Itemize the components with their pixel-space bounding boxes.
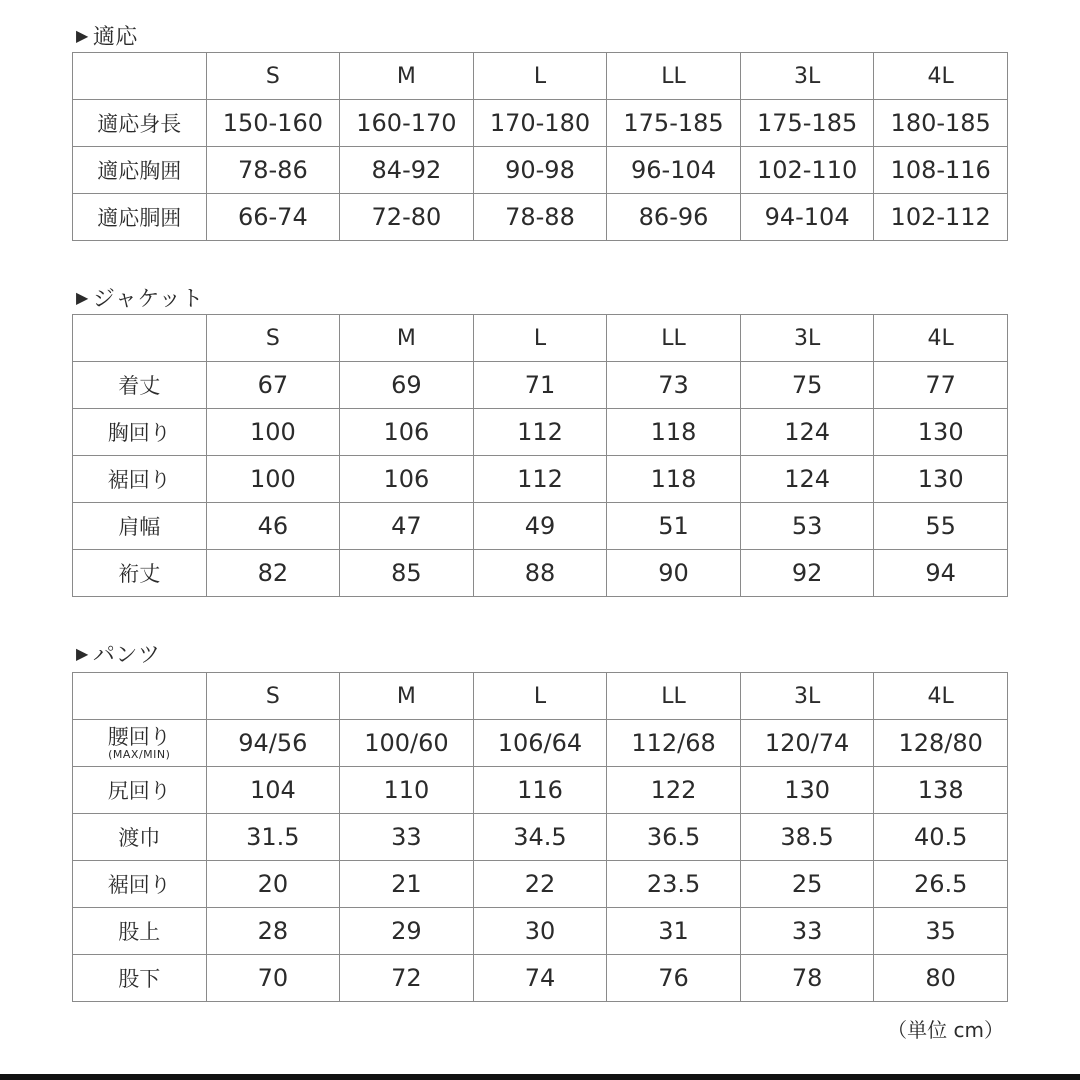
- section-title-pants: [76, 638, 160, 669]
- table-cell: 73: [607, 362, 741, 409]
- table-cell: 100/60: [340, 720, 474, 767]
- table-cell: 100: [206, 409, 340, 456]
- size-header: LL: [607, 53, 741, 100]
- table-cell: 102-112: [874, 194, 1008, 241]
- table-cell: 69: [340, 362, 474, 409]
- corner-cell: [73, 315, 207, 362]
- table-cell: 78-88: [473, 194, 607, 241]
- table-cell: 25: [740, 861, 874, 908]
- triangle-bullet-icon: ▶: [76, 288, 89, 307]
- row-label: 裄丈: [73, 550, 207, 597]
- table-cell: 74: [473, 955, 607, 1002]
- table-cell: 78-86: [206, 147, 340, 194]
- triangle-bullet-icon: ▶: [76, 644, 89, 663]
- table-row: [73, 362, 1008, 409]
- table-cell: 51: [607, 503, 741, 550]
- table-cell: 122: [607, 767, 741, 814]
- table-cell: 23.5: [607, 861, 741, 908]
- table-cell: 26.5: [874, 861, 1008, 908]
- table-cell: 112: [473, 409, 607, 456]
- jacket-size-table: [72, 314, 1008, 597]
- table-cell: 72: [340, 955, 474, 1002]
- row-label-text: 腰回り: [107, 725, 171, 749]
- table-cell: 180-185: [874, 100, 1008, 147]
- table-cell: 128/80: [874, 720, 1008, 767]
- row-label: 適応胸囲: [73, 147, 207, 194]
- table-cell: 77: [874, 362, 1008, 409]
- table-cell: 118: [607, 409, 741, 456]
- table-row: [73, 861, 1008, 908]
- table-cell: 175-185: [740, 100, 874, 147]
- table-cell: 90: [607, 550, 741, 597]
- table-cell: 130: [874, 409, 1008, 456]
- table-cell: 47: [340, 503, 474, 550]
- table-cell: 34.5: [473, 814, 607, 861]
- size-header: LL: [607, 673, 741, 720]
- table-cell: 36.5: [607, 814, 741, 861]
- table-cell: 175-185: [607, 100, 741, 147]
- size-header: M: [340, 53, 474, 100]
- table-cell: 94: [874, 550, 1008, 597]
- corner-cell: [73, 673, 207, 720]
- table-cell: 75: [740, 362, 874, 409]
- row-sublabel: (MAX/MIN): [108, 748, 171, 761]
- table-cell: 29: [340, 908, 474, 955]
- table-cell: 94-104: [740, 194, 874, 241]
- fit-size-table: [72, 52, 1008, 241]
- corner-cell: [73, 53, 207, 100]
- table-cell: 30: [473, 908, 607, 955]
- table-row: [73, 955, 1008, 1002]
- table-cell: 84-92: [340, 147, 474, 194]
- section-title-text: 適応: [92, 25, 138, 50]
- table-cell: 31.5: [206, 814, 340, 861]
- table-cell: 124: [740, 456, 874, 503]
- unit-note: （単位 cm）: [887, 1018, 1004, 1042]
- table-row: [73, 767, 1008, 814]
- table-cell: 20: [206, 861, 340, 908]
- size-header: 4L: [874, 673, 1008, 720]
- row-label: 尻回り: [73, 767, 207, 814]
- table-cell: 53: [740, 503, 874, 550]
- table-cell: 130: [874, 456, 1008, 503]
- size-header: S: [206, 673, 340, 720]
- table-cell: 71: [473, 362, 607, 409]
- table-cell: 118: [607, 456, 741, 503]
- row-label: 股下: [73, 955, 207, 1002]
- size-header: 4L: [874, 315, 1008, 362]
- table-row: [73, 720, 1008, 767]
- section-title-text: ジャケット: [92, 287, 204, 312]
- table-row: [73, 409, 1008, 456]
- table-cell: 76: [607, 955, 741, 1002]
- table-cell: 120/74: [740, 720, 874, 767]
- table-cell: 49: [473, 503, 607, 550]
- size-header: L: [473, 673, 607, 720]
- section-title-text: パンツ: [92, 643, 161, 668]
- table-cell: 130: [740, 767, 874, 814]
- table-cell: 28: [206, 908, 340, 955]
- table-cell: 70: [206, 955, 340, 1002]
- table-cell: 82: [206, 550, 340, 597]
- table-cell: 72-80: [340, 194, 474, 241]
- table-header-row: [73, 315, 1008, 362]
- table-row: [73, 550, 1008, 597]
- row-label: 裾回り: [73, 861, 207, 908]
- size-header: LL: [607, 315, 741, 362]
- table-cell: 108-116: [874, 147, 1008, 194]
- section-title-jacket: [76, 282, 204, 313]
- table-cell: 138: [874, 767, 1008, 814]
- table-cell: 100: [206, 456, 340, 503]
- size-header: M: [340, 315, 474, 362]
- table-cell: 55: [874, 503, 1008, 550]
- row-label: 渡巾: [73, 814, 207, 861]
- table-cell: 22: [473, 861, 607, 908]
- table-cell: 38.5: [740, 814, 874, 861]
- row-label: 肩幅: [73, 503, 207, 550]
- table-cell: 33: [740, 908, 874, 955]
- table-cell: 106/64: [473, 720, 607, 767]
- row-label: 股上: [73, 908, 207, 955]
- table-cell: 40.5: [874, 814, 1008, 861]
- table-cell: 33: [340, 814, 474, 861]
- size-header: 4L: [874, 53, 1008, 100]
- row-label: 適応胴囲: [73, 194, 207, 241]
- table-cell: 88: [473, 550, 607, 597]
- table-cell: 35: [874, 908, 1008, 955]
- table-cell: 85: [340, 550, 474, 597]
- table-cell: 124: [740, 409, 874, 456]
- table-cell: 92: [740, 550, 874, 597]
- table-header-row: [73, 673, 1008, 720]
- pants-size-table: [72, 672, 1008, 1002]
- size-header: S: [206, 53, 340, 100]
- table-row: [73, 194, 1008, 241]
- table-cell: 21: [340, 861, 474, 908]
- size-header: 3L: [740, 53, 874, 100]
- table-row: [73, 814, 1008, 861]
- table-cell: 96-104: [607, 147, 741, 194]
- row-label: [73, 720, 207, 767]
- table-cell: 46: [206, 503, 340, 550]
- table-cell: 80: [874, 955, 1008, 1002]
- table-row: [73, 908, 1008, 955]
- table-cell: 110: [340, 767, 474, 814]
- table-header-row: [73, 53, 1008, 100]
- table-cell: 106: [340, 456, 474, 503]
- row-label: 胸回り: [73, 409, 207, 456]
- table-cell: 116: [473, 767, 607, 814]
- table-cell: 106: [340, 409, 474, 456]
- size-header: 3L: [740, 673, 874, 720]
- table-cell: 94/56: [206, 720, 340, 767]
- row-label: 裾回り: [73, 456, 207, 503]
- row-label: 着丈: [73, 362, 207, 409]
- row-label: 適応身長: [73, 100, 207, 147]
- row-label-wrap: [73, 726, 206, 760]
- size-header: L: [473, 315, 607, 362]
- table-cell: 67: [206, 362, 340, 409]
- table-row: [73, 147, 1008, 194]
- table-cell: 160-170: [340, 100, 474, 147]
- bottom-border: [0, 1074, 1080, 1080]
- table-cell: 86-96: [607, 194, 741, 241]
- size-header: M: [340, 673, 474, 720]
- section-title-fit: [76, 20, 138, 51]
- table-cell: 102-110: [740, 147, 874, 194]
- table-cell: 150-160: [206, 100, 340, 147]
- table-cell: 78: [740, 955, 874, 1002]
- size-header: L: [473, 53, 607, 100]
- triangle-bullet-icon: ▶: [76, 26, 89, 45]
- table-row: [73, 503, 1008, 550]
- table-cell: 112: [473, 456, 607, 503]
- table-cell: 66-74: [206, 194, 340, 241]
- table-row: [73, 100, 1008, 147]
- table-cell: 170-180: [473, 100, 607, 147]
- table-cell: 104: [206, 767, 340, 814]
- table-cell: 90-98: [473, 147, 607, 194]
- table-cell: 112/68: [607, 720, 741, 767]
- size-header: S: [206, 315, 340, 362]
- table-row: [73, 456, 1008, 503]
- size-header: 3L: [740, 315, 874, 362]
- table-cell: 31: [607, 908, 741, 955]
